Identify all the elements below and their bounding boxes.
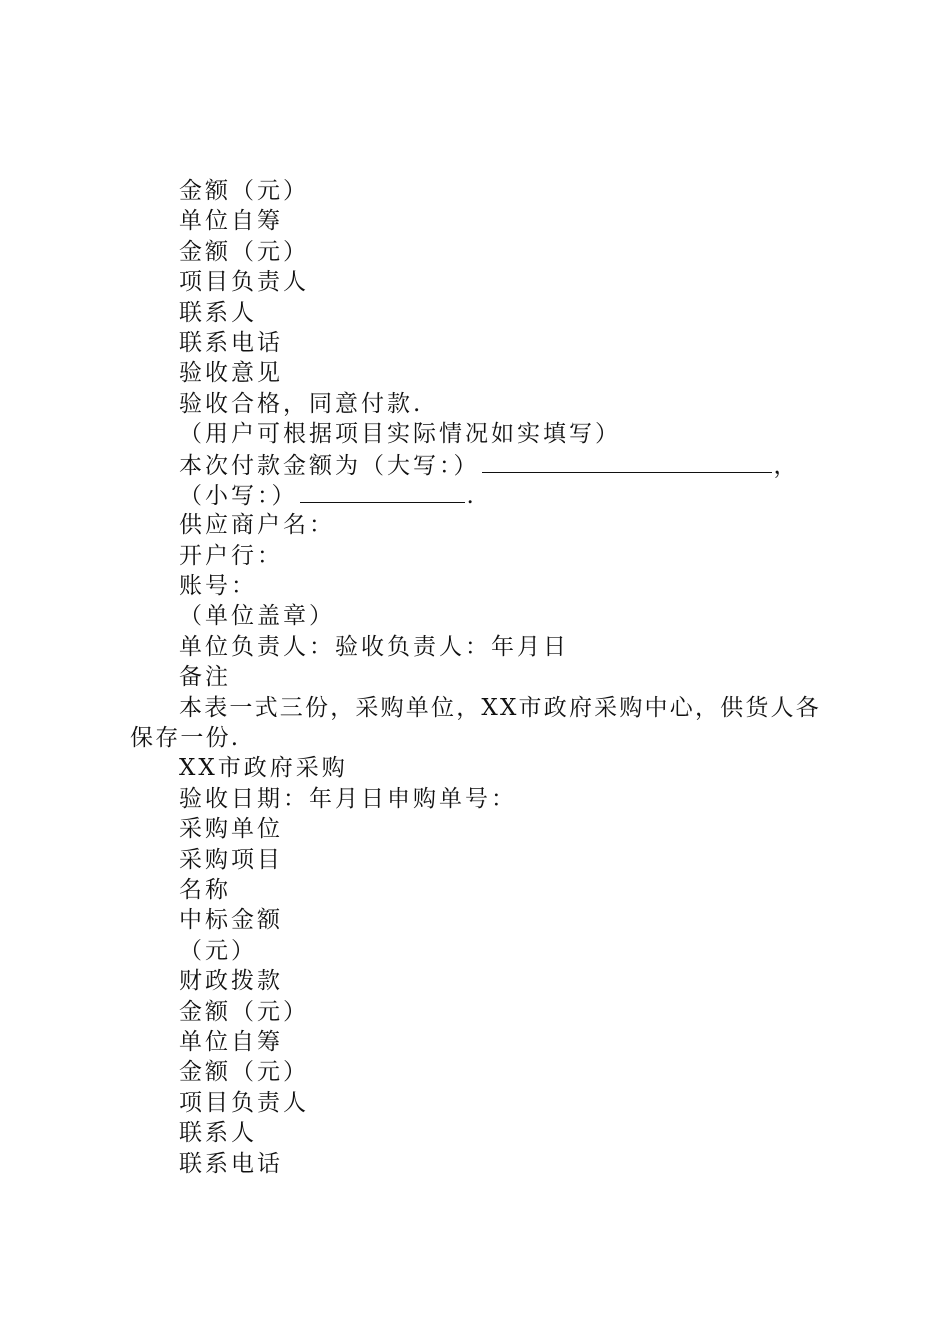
- text-line: 金额（元）: [179, 178, 309, 204]
- text-line: 单位自筹: [179, 1028, 283, 1055]
- payment-amount-trail: ，: [773, 452, 800, 479]
- text-line: 联系人: [179, 299, 257, 326]
- text-line: 单位自筹: [179, 208, 283, 235]
- document-body: [130, 176, 830, 1179]
- amount-uppercase-blank: [482, 450, 772, 473]
- text-line: 开户行：: [179, 542, 283, 569]
- payment-small-trail: .: [466, 482, 477, 509]
- payment-amount-label: 本次付款金额为（大写：）: [179, 452, 480, 479]
- text-line: 金额（元）: [179, 998, 309, 1025]
- text-line: 单位负责人：验收负责人：年月日: [179, 633, 569, 660]
- text-line: （单位盖章）: [179, 603, 335, 630]
- text-line: 中标金额: [179, 907, 283, 934]
- text-line: 联系电话: [179, 329, 283, 356]
- text-line: 验收合格，同意付款.: [179, 390, 424, 417]
- text-line: 验收日期：年月日申购单号：: [179, 785, 517, 812]
- text-line: 采购项目: [179, 846, 283, 873]
- text-line: 账号：: [179, 573, 257, 600]
- text-line: 联系人: [179, 1120, 257, 1147]
- text-line: （元）: [179, 937, 257, 964]
- text-line: 金额（元）: [179, 238, 309, 265]
- note-paragraph: 本表一式三份，采购单位，XX市政府采购中心，供货人各保存一份.: [130, 694, 821, 752]
- payment-small-line: [130, 480, 830, 510]
- text-line: 项目负责人: [179, 269, 309, 296]
- text-line: 供应商户名：: [179, 512, 335, 539]
- text-line: 采购单位: [179, 816, 283, 843]
- text-line: 名称: [179, 877, 231, 904]
- text-line: 联系电话: [179, 1150, 283, 1177]
- text-line: 财政拨款: [179, 968, 283, 995]
- text-line: 验收意见: [179, 360, 283, 387]
- text-line: 备注: [179, 664, 231, 691]
- amount-lowercase-blank: [300, 480, 465, 503]
- payment-amount-line: [130, 450, 830, 480]
- text-line: 项目负责人: [179, 1089, 309, 1116]
- text-line: （用户可根据项目实际情况如实填写）: [179, 421, 621, 448]
- payment-small-label: （小写：）: [179, 482, 298, 509]
- text-line: 金额（元）: [179, 1059, 309, 1086]
- text-line: XX市政府采购: [179, 755, 348, 782]
